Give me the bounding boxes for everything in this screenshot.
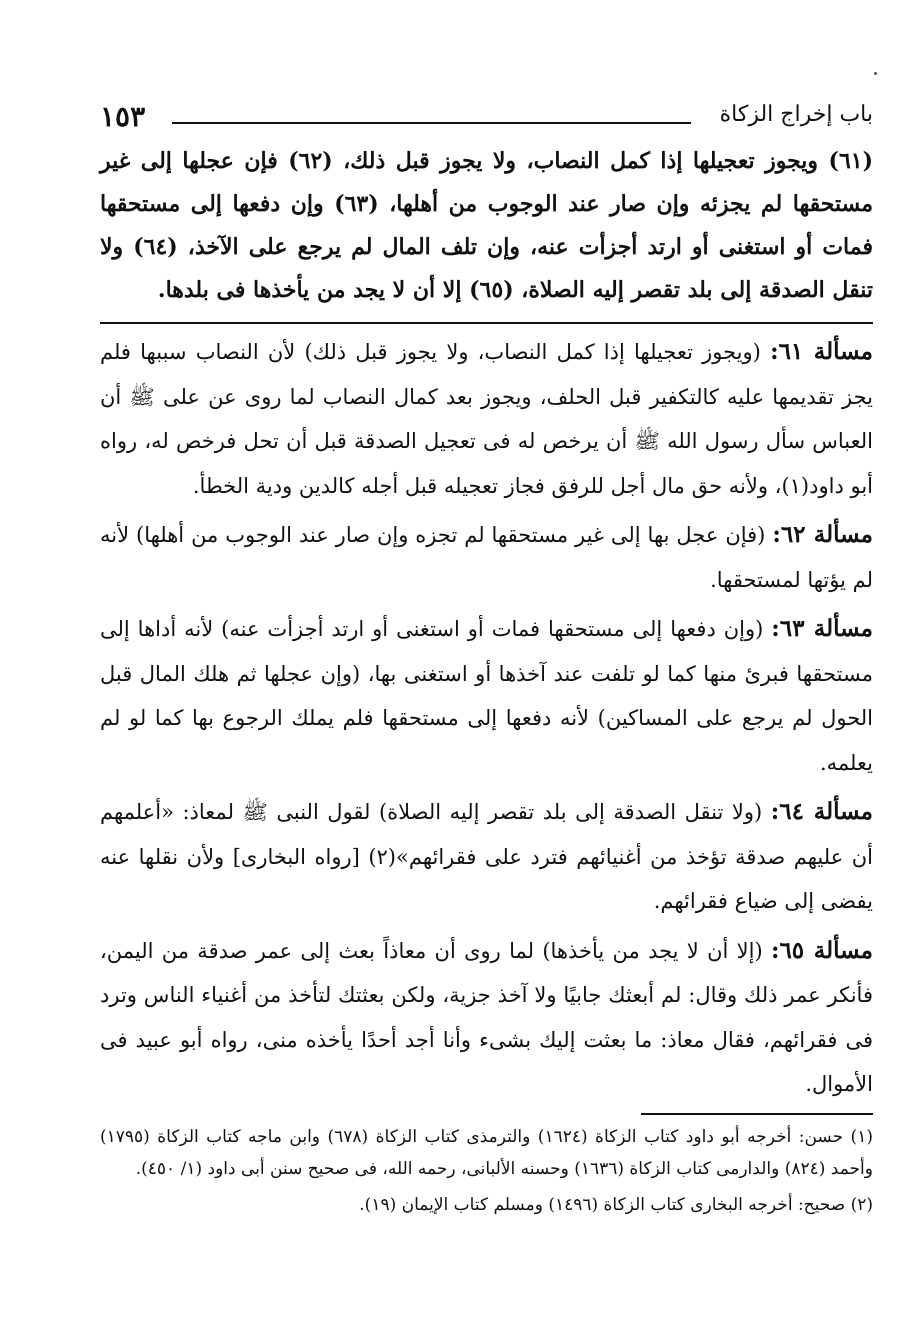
page-number: ١٥٣ — [100, 100, 146, 133]
masala-62 — [100, 513, 873, 602]
masala-65 — [100, 929, 873, 1107]
masala-label: مسألة ٦٢: — [772, 521, 873, 548]
masala-label: مسألة ٦٣: — [771, 615, 873, 642]
footnote-divider — [641, 1113, 873, 1115]
masala-label: مسألة ٦١: — [770, 338, 873, 365]
masala-61 — [100, 330, 873, 508]
footnote-1: (١) حسن: أخرجه أبو داود كتاب الزكاة (١٦٢٤) والترمذى كتاب الزكاة (٦٧٨) وابن ماجه كتاب الزكاة (١٧٩٥) وأحمد (٨٢٤) والدارمى كتاب الزكاة (١٦٣٦) وحسنه الألبانى، رحمه الله، فى صحيح سنن أبى داود (١/ ٤٥٠). — [100, 1126, 873, 1179]
masala-text: (فإن عجل بها إلى غير مستحقها لم تجزه وإن صار عند الوجوب من أهلها) لأنه لم يؤتها لمستحقها. — [100, 523, 873, 592]
matn-text: (٦١) ويجوز تعجيلها إذا كمل النصاب، ولا يجوز قبل ذلك، (٦٢) فإن عجلها إلى غير مستحقها لم يجزئه وإن صار عند الوجوب من أهلها، (٦٣) وإن دفعها إلى مستحقها فمات أو استغنى أو ارتد أجزأت عنه، وإن تلف المال لم يرجع على الآخذ، (٦٤) ولا تنقل الصدقة إلى بلد تقصر إليه الصلاة، (٦٥) إلا أن لا يجد من يأخذها فى بلدها. — [100, 148, 874, 303]
masala-text: (وإن دفعها إلى مستحقها فمات أو استغنى أو ارتد أجزأت عنه) لأنه أداها إلى مستحقها فبرئ منها كما لو تلفت عند آخذها أو استغنى بها، (وإن عجلها ثم هلك المال قبل الحول لم يرجع على المساكين) لأنه دفعها إلى مستحقها فلم يملك الرجوع بها كما لو لم يعلمه. — [100, 617, 873, 775]
masala-label: مسألة ٦٤: — [770, 798, 873, 825]
scan-speck — [874, 72, 877, 75]
masala-label: مسألة ٦٥: — [770, 936, 873, 964]
header-rule — [172, 122, 691, 124]
masala-text: (ولا تنقل الصدقة إلى بلد تقصر إليه الصلاة) لقول النبى ﷺ لمعاذ: «أعلمهم أن عليهم صدقة تؤخذ من أغنيائهم فترد على فقرائهم»(٢) [رواه البخارى] ولأن نقلها عنه يفضى إلى ضياع فقرائهم. — [100, 800, 874, 913]
matn-divider — [100, 322, 873, 324]
book-page — [100, 100, 873, 1314]
masala-64 — [100, 790, 873, 924]
masala-63 — [100, 607, 873, 785]
masala-text: (إلا أن لا يجد من يأخذها) لما روى أن معاذاً بعث إلى عمر صدقة من اليمن، فأنكر عمر ذلك وقال: لم أبعثك جابيًا ولا آخذ جزية، ولكن بعثتك لتأخذ من أغنياء الناس وترد فى فقرائهم، فقال معاذ: ما بعثت إليك بشىء وأنا أجد أحدًا يأخذه منى، رواه أبو عبيد فى الأموال. — [100, 938, 873, 1096]
chapter-title: باب إخراج الزكاة — [719, 102, 873, 127]
running-header — [100, 100, 873, 140]
footnote-2: (٢) صحيح: أخرجه البخارى كتاب الزكاة (١٤٩٦) ومسلم كتاب الإيمان (١٩). — [359, 1194, 873, 1215]
masala-text: (ويجوز تعجيلها إذا كمل النصاب، ولا يجوز قبل ذلك) لأن النصاب سببها فلم يجز تقديمها عليه كالتكفير قبل الحلف، ويجوز بعد كمال النصاب لما روى عن على ﷺ أن العباس سأل رسول الله ﷺ أن يرخص له فى تعجيل الصدقة قبل أن تحل فرخص له، رواه أبو داود(١)، ولأنه حق مال أجل للرفق فجاز تعجيله قبل أجله كالدين ودية الخطأ. — [100, 340, 873, 498]
